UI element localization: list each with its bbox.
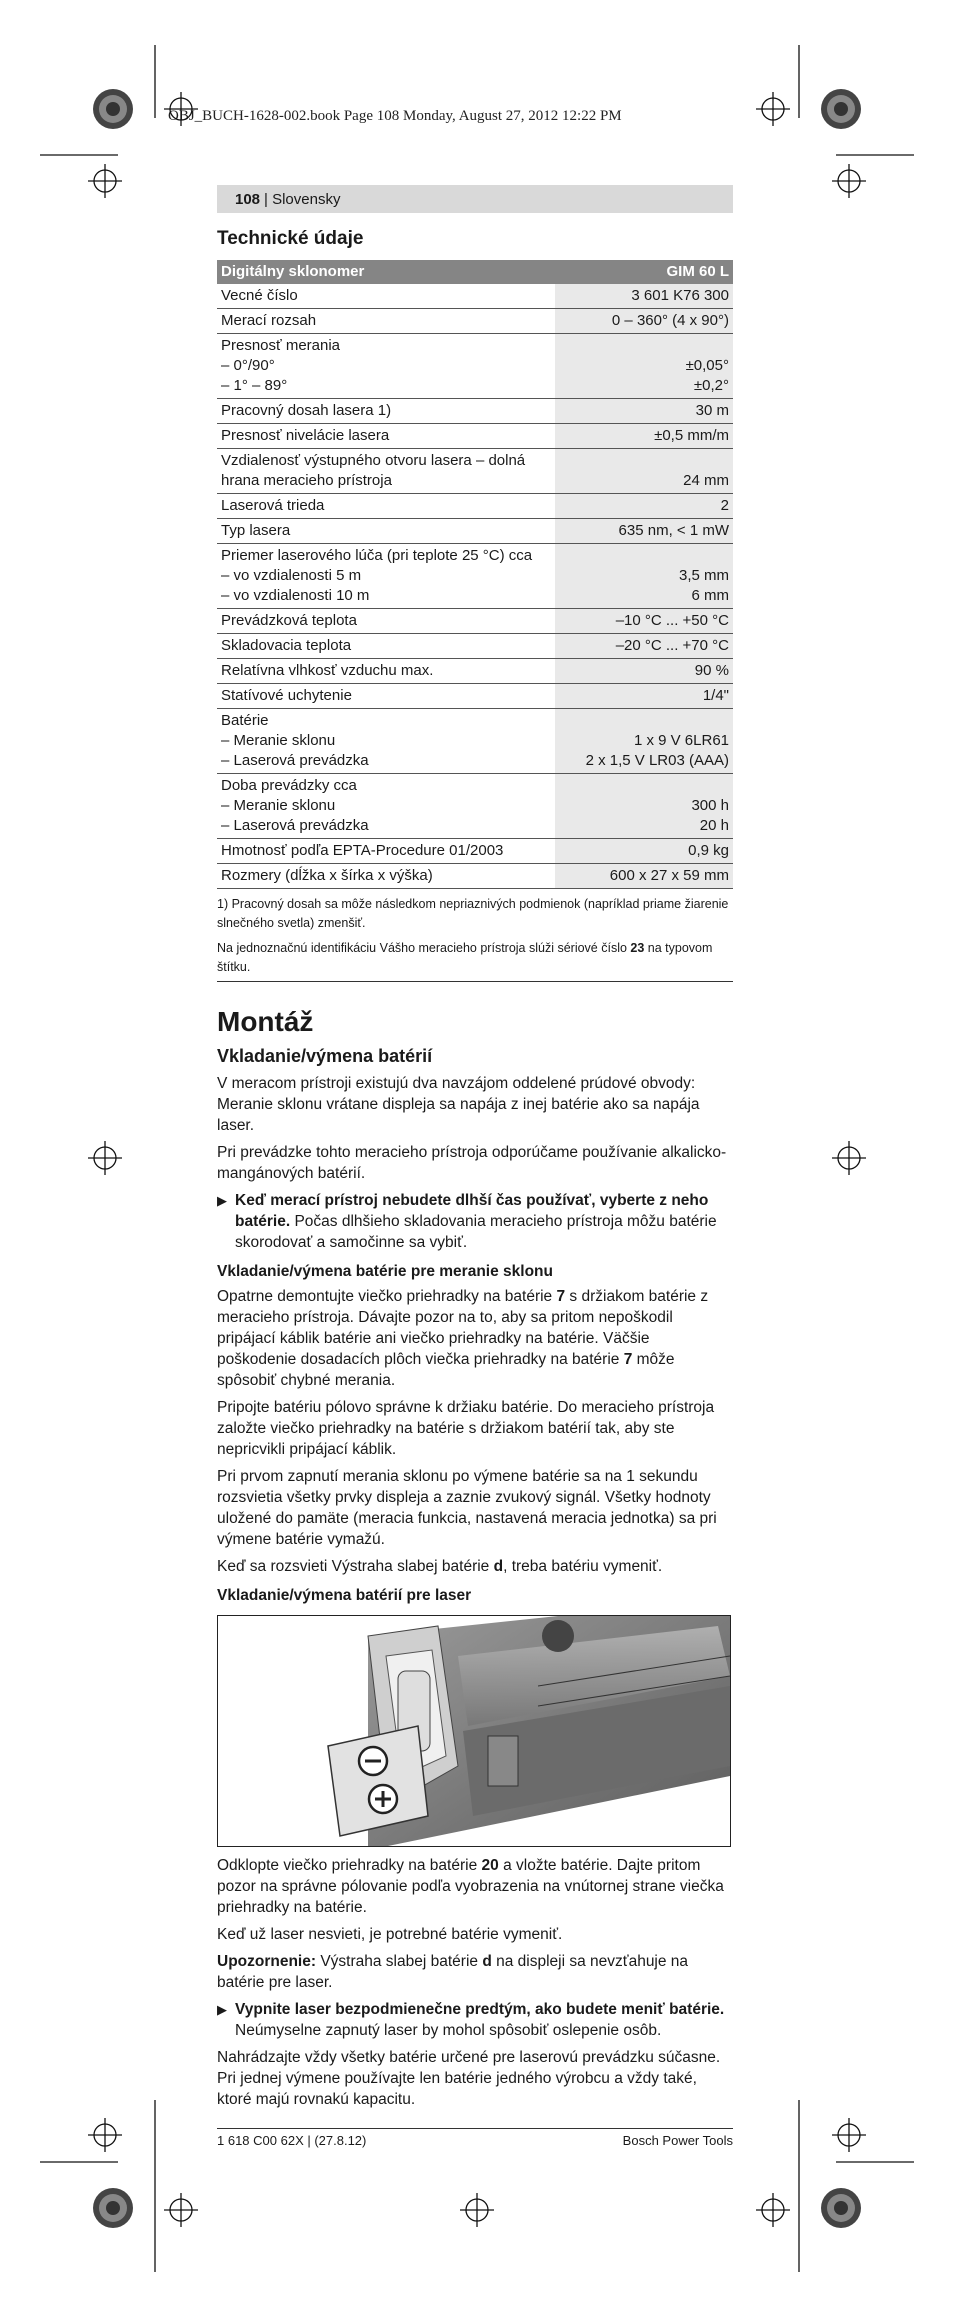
spec-value: 0,9 kg (555, 839, 733, 864)
crosshair-icon (164, 92, 198, 126)
spec-label: Vzdialenosť výstupného otvoru lasera – dolná hrana meracieho prístroja (217, 449, 555, 494)
spec-row (217, 634, 733, 659)
crosshair-icon (88, 2118, 122, 2152)
paragraph: Pripojte batériu pólovo správne k držiaku batérie. Do meracieho prístroja založte viečko priehradky na batérie s držiakom batérií tak, aby ste nepricvikli pripájací káblik. (217, 1399, 715, 1458)
spec-value: 3 601 K76 300 (555, 284, 733, 309)
target-icon (93, 2188, 133, 2228)
spec-row (217, 659, 733, 684)
spec-value: 30 m (555, 399, 733, 424)
crosshair-icon (832, 2118, 866, 2152)
spec-row (217, 774, 733, 839)
page-language: | Slovensky (264, 190, 341, 208)
triangle-right-icon: ▶ (217, 2002, 227, 2017)
battery-subtitle: Vkladanie/výmena batérií (217, 1046, 433, 1066)
spec-row (217, 519, 733, 544)
spec-label: Pracovný dosah lasera 1) (217, 399, 555, 424)
target-icon (821, 2188, 861, 2228)
spec-label: Laserová trieda (217, 494, 555, 519)
footnote: 1) Pracovný dosah sa môže následkom nepriaznivých podmienok (napríklad priame žiarenie slnečného svetla) zmenšiť. (217, 897, 729, 930)
footer-brand: Bosch Power Tools (622, 2133, 733, 2148)
spec-table (217, 260, 733, 889)
spec-value: 635 nm, < 1 mW (555, 519, 733, 544)
triangle-right-icon: ▶ (217, 1193, 227, 1208)
spec-row (217, 399, 733, 424)
spec-value: –20 °C ... +70 °C (555, 634, 733, 659)
spec-label: Prevádzková teplota (217, 609, 555, 634)
spec-row (217, 839, 733, 864)
crosshair-icon (756, 92, 790, 126)
spec-label: Statívové uchytenie (217, 684, 555, 709)
spec-value: 1/4" (555, 684, 733, 709)
print-header: OBJ_BUCH-1628-002.book Page 108 Monday, August 27, 2012 12:22 PM (168, 108, 622, 124)
warning-bullet: ▶ Vypnite laser bezpodmienečne predtým, ako budete meniť batérie. Neúmyselne zapnutý laser by mohol spôsobiť oslepenie osôb. (217, 2001, 725, 2039)
spec-row (217, 684, 733, 709)
paragraph: Nahrádzajte vždy všetky batérie určené pre laserovú prevádzku súčasne. Pri jednej výmene používajte len batérie jedného výrobcu a vždy také, ktoré majú rovnakú kapacitu. (217, 2049, 721, 2108)
crosshair-icon (756, 2193, 790, 2227)
spec-value: 1 x 9 V 6LR61 2 x 1,5 V LR03 (AAA) (555, 709, 733, 774)
paragraph: Pri prvom zapnutí merania sklonu po výmene batérie sa na 1 sekundu rozsvietia všetky prvky displeja a zaznie zvukový signál. Všetky hodnoty uložené do pamäte (meracia funkcia, nastavená meracia jednotka) sa pri výmene batérie vymažú. (217, 1468, 717, 1548)
spec-label: Merací rozsah (217, 309, 555, 334)
spec-label: Hmotnosť podľa EPTA-Procedure 01/2003 (217, 839, 555, 864)
paragraph: Pri prevádzke tohto meracieho prístroja odporúčame používanie alkalicko-mangánových batérií. (217, 1144, 727, 1182)
spec-row (217, 449, 733, 494)
crosshair-icon (832, 1141, 866, 1175)
spec-label: Vecné číslo (217, 284, 555, 309)
serial-note: Na jednoznačnú identifikáciu Vášho meracieho prístroja slúži sériové číslo 23 na typovom štítku. (217, 939, 733, 982)
spec-value: 600 x 27 x 59 mm (555, 864, 733, 889)
crosshair-icon (88, 164, 122, 198)
spec-label: Skladovacia teplota (217, 634, 555, 659)
spec-header-value: GIM 60 L (555, 260, 733, 284)
page-content (217, 185, 733, 2116)
spec-value: ±0,05° ±0,2° (555, 334, 733, 399)
crosshair-icon (832, 164, 866, 198)
spec-value: 24 mm (555, 449, 733, 494)
spec-value: 3,5 mm 6 mm (555, 544, 733, 609)
spec-header-label: Digitálny sklonomer (217, 260, 555, 284)
spec-row (217, 309, 733, 334)
tilt-battery-heading: Vkladanie/výmena batérie pre meranie sklonu (217, 1263, 553, 1280)
paragraph: Opatrne demontujte viečko priehradky na batérie 7 s držiakom batérie z meracieho prístroja. Dávajte pozor na to, aby sa pritom nepoškodil pripájací káblik batérie ani viečko priehradky na batérie. Väčšie poškodenie dosadacích plôch viečka priehradky na batérie 7 môže spôsobiť chybné merania. (217, 1288, 709, 1389)
footer-code: 1 618 C00 62X | (27.8.12) (217, 2133, 367, 2148)
tech-data-title: Technické údaje (217, 228, 364, 249)
spec-label: Presnosť nivelácie lasera (217, 424, 555, 449)
device-drawing (218, 1616, 730, 1846)
crosshair-icon (88, 1141, 122, 1175)
paragraph: Upozornenie: Výstraha slabej batérie d na displeji sa nevzťahuje na batérie pre laser. (217, 1953, 689, 1991)
target-icon (821, 89, 861, 129)
spec-label: Relatívna vlhkosť vzduchu max. (217, 659, 555, 684)
spec-row (217, 544, 733, 609)
spec-row (217, 609, 733, 634)
spec-row (217, 334, 733, 399)
spec-table-header (217, 260, 733, 284)
spec-value: –10 °C ... +50 °C (555, 609, 733, 634)
spec-row (217, 494, 733, 519)
spec-label: Priemer laserového lúča (pri teplote 25 °C) cca – vo vzdialenosti 5 m – vo vzdialenosti 10 m (217, 544, 555, 609)
spec-value: 2 (555, 494, 733, 519)
spec-label: Batérie – Meranie sklonu – Laserová prevádzka (217, 709, 555, 774)
spec-label: Typ lasera (217, 519, 555, 544)
target-icon (93, 89, 133, 129)
spec-value: 90 % (555, 659, 733, 684)
laser-battery-heading: Vkladanie/výmena batérií pre laser (217, 1587, 472, 1604)
spec-value: ±0,5 mm/m (555, 424, 733, 449)
spec-label: Presnosť merania – 0°/90° – 1° – 89° (217, 334, 555, 399)
montaz-title: Montáž (217, 1006, 314, 1037)
page-footer (217, 2128, 733, 2148)
paragraph: Keď sa rozsvieti Výstraha slabej batérie d, treba batériu vymeniť. (217, 1558, 663, 1575)
warning-bullet: ▶ Keď merací prístroj nebudete dlhší čas používať, vyberte z neho batérie. Počas dlhšieho skladovania meracieho prístroja môžu batérie skorodovať a samočinne sa vybiť. (217, 1192, 717, 1251)
paragraph: Keď už laser nesvieti, je potrebné batérie vymeniť. (217, 1926, 563, 1943)
crosshair-icon (164, 2193, 198, 2227)
page-number: 108 (235, 190, 261, 208)
page-number-bar (217, 185, 733, 213)
spec-row (217, 864, 733, 889)
crosshair-icon (460, 2193, 494, 2227)
paragraph: Odklopte viečko priehradky na batérie 20 a vložte batérie. Dajte pritom pozor na správne pólovanie podľa vyobrazenia na vnútornej strane viečka priehradky na batérie. (217, 1857, 724, 1916)
paragraph: V meracom prístroji existujú dva navzájom oddelené prúdové obvody: Meranie sklonu vrátane displeja sa napája z inej batérie ako sa napája laser. (217, 1075, 700, 1134)
spec-label: Rozmery (dĺžka x šírka x výška) (217, 864, 555, 889)
battery-compartment-illustration (217, 1615, 731, 1847)
spec-value: 300 h 20 h (555, 774, 733, 839)
spec-row (217, 424, 733, 449)
spec-label: Doba prevádzky cca – Meranie sklonu – Laserová prevádzka (217, 774, 555, 839)
spec-value: 0 – 360° (4 x 90°) (555, 309, 733, 334)
spec-row (217, 709, 733, 774)
spec-row (217, 284, 733, 309)
